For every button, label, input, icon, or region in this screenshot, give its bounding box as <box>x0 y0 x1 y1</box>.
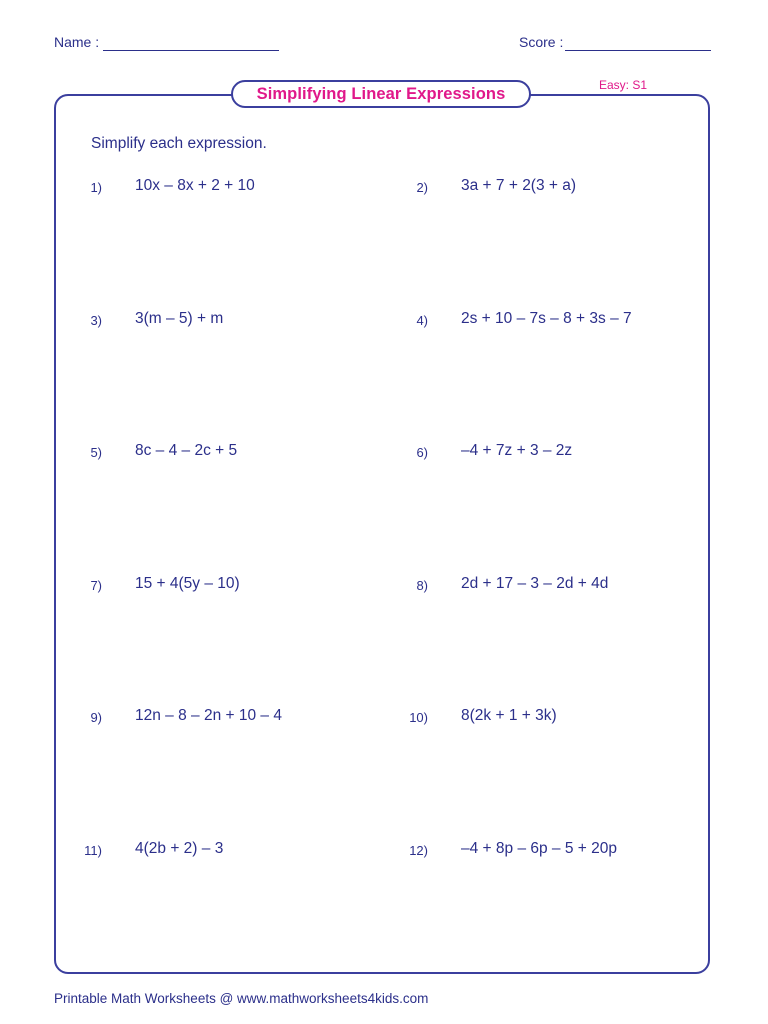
problem-expression: 10x – 8x + 2 + 10 <box>135 177 255 194</box>
problem-expression: –4 + 7z + 3 – 2z <box>461 442 573 459</box>
problem-expression: 15 + 4(5y – 10) <box>135 575 240 592</box>
footer-text: Printable Math Worksheets @ <box>54 991 238 1006</box>
problem-number: 1) <box>90 180 102 195</box>
problem-number: 8) <box>416 578 428 593</box>
problem-expression: 12n – 8 – 2n + 10 – 4 <box>135 707 282 724</box>
problem-expression: 2d + 17 – 3 – 2d + 4d <box>461 575 609 592</box>
problem-number: 4) <box>416 313 428 328</box>
name-label: Name : <box>54 34 100 50</box>
score-field[interactable] <box>565 50 711 51</box>
problem-expression: –4 + 8p – 6p – 5 + 20p <box>461 840 617 857</box>
problem-number: 12) <box>409 843 428 858</box>
title-banner <box>231 80 531 108</box>
instructions: Simplify each expression. <box>91 135 267 152</box>
problem-expression: 4(2b + 2) – 3 <box>135 840 224 857</box>
worksheet-title: Simplifying Linear Expressions <box>256 84 506 103</box>
problem-number: 6) <box>416 445 428 460</box>
problem-number: 11) <box>84 843 102 858</box>
score-label: Score : <box>519 34 564 50</box>
level-label: Easy: S1 <box>599 78 648 92</box>
problem-number: 3) <box>90 313 102 328</box>
problem-number: 9) <box>90 710 102 725</box>
problem-number: 2) <box>416 180 428 195</box>
problem-expression: 2s + 10 – 7s – 8 + 3s – 7 <box>461 310 632 327</box>
problem-expression: 3a + 7 + 2(3 + a) <box>461 177 577 194</box>
problem-expression: 8(2k + 1 + 3k) <box>461 707 557 724</box>
problem-expression: 8c – 4 – 2c + 5 <box>135 442 238 459</box>
name-field[interactable] <box>103 50 279 51</box>
problem-number: 5) <box>90 445 102 460</box>
problem-expression: 3(m – 5) + m <box>135 310 224 327</box>
footer-link[interactable]: www.mathworksheets4kids.com <box>237 991 429 1006</box>
problem-number: 7) <box>90 578 102 593</box>
problem-number: 10) <box>409 710 428 725</box>
footer <box>54 991 428 1006</box>
